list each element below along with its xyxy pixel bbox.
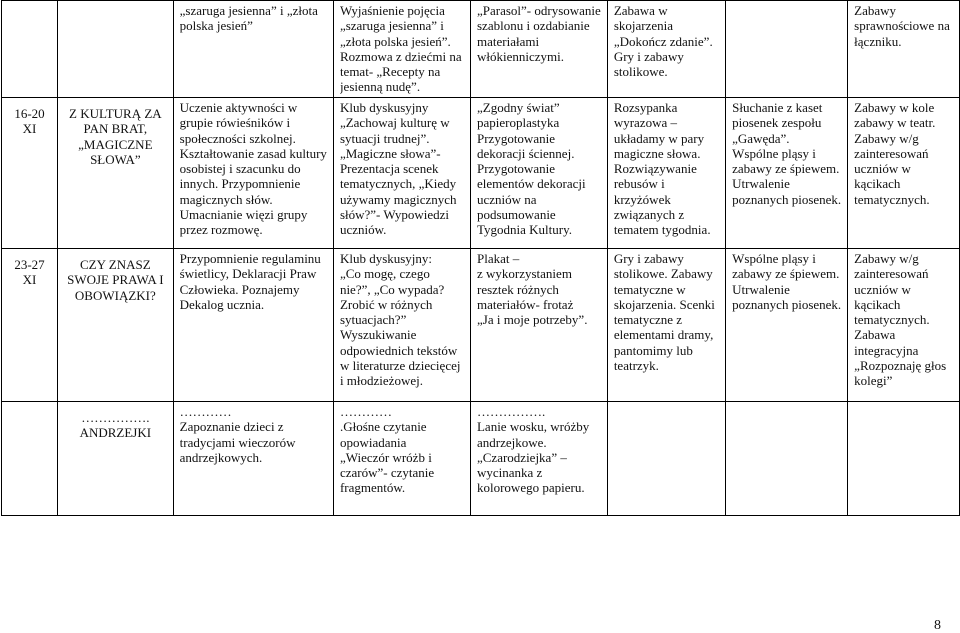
cell-line: 16-20 xyxy=(14,106,45,121)
cell-line: resztek różnych xyxy=(476,281,559,297)
cell-line: sytuacji trudnej”. xyxy=(339,130,430,146)
cell-line: „Parasol”- odrysowanie xyxy=(476,3,601,18)
goals-cell xyxy=(173,1,333,98)
cell-line: czarów”- czytanie xyxy=(339,465,435,481)
games-cell xyxy=(607,402,725,516)
cell-line: poznanych piosenek. xyxy=(732,191,842,207)
cell-line: Rozsypanka xyxy=(613,100,678,115)
cell-line: wycinanka z xyxy=(476,465,543,481)
cell-line: elementów dekoracji xyxy=(476,176,586,192)
cell-line: skojarzenia. Scenki xyxy=(613,296,715,312)
cell-line: stolikowe. Zabawy xyxy=(613,266,713,282)
cell-line: „Zachowaj kulturę w xyxy=(339,115,450,131)
cell-line: Wyszukiwanie xyxy=(339,327,417,343)
cell-line: „szaruga jesienna” i xyxy=(339,18,444,34)
cell-line: „Rozpoznaję głos xyxy=(854,358,947,374)
cell-line: sprawnościowe na xyxy=(854,18,950,34)
recreation-cell xyxy=(848,1,960,98)
cell-line: w literaturze dziecięcej xyxy=(339,358,461,374)
cell-line: SŁOWA” xyxy=(90,151,141,167)
cell-line: uczniów w xyxy=(854,281,911,297)
cell-line: tematycznych, „Kiedy xyxy=(339,176,457,192)
cell-line: Rozmowa z dziećmi na xyxy=(339,48,462,64)
cell-line: piosenek zespołu xyxy=(732,115,822,131)
cell-line: fragmentów. xyxy=(339,480,406,496)
cell-line: z wykorzystaniem xyxy=(476,266,572,282)
recreation-cell xyxy=(848,402,960,516)
cell-line: materiałów- frotaż xyxy=(476,296,574,312)
date-cell xyxy=(2,249,58,402)
cell-line: Uczenie aktywności w xyxy=(179,100,298,115)
cell-line: magicznych słów. xyxy=(179,191,273,207)
cell-line: Utrwalenie xyxy=(732,281,790,297)
cell-line: „Dokończ zdanie”. xyxy=(613,33,713,49)
date-cell xyxy=(2,1,58,98)
cell-line: uczniów na xyxy=(476,191,537,207)
week-topic-cell xyxy=(58,249,174,402)
cell-line: CZY ZNASZ xyxy=(80,257,151,272)
cell-line: rebusów i xyxy=(613,176,665,192)
cell-line: magiczne słowa. xyxy=(613,145,701,161)
music-cell xyxy=(726,402,848,516)
week-topic-cell xyxy=(58,1,174,98)
table-row xyxy=(2,1,960,98)
cell-line: integracyjna xyxy=(854,342,919,358)
week-topic-cell xyxy=(58,402,174,516)
cell-line: „Zgodny świat” xyxy=(476,100,560,115)
cell-line: ………… xyxy=(339,404,392,419)
table-body xyxy=(2,1,960,516)
date-cell xyxy=(2,98,58,249)
cell-line: papieroplastyka xyxy=(476,115,560,131)
cell-line: kącikach xyxy=(854,176,901,192)
cell-line: innych. Przypomnienie xyxy=(179,176,301,192)
cell-line: Słuchanie z kaset xyxy=(732,100,823,115)
cell-line: Dekalog ucznia. xyxy=(179,296,265,312)
cell-line: Zabawa w xyxy=(613,3,668,18)
cell-line: andrzejkowych. xyxy=(179,449,263,465)
cell-line: temat- „Recepty na xyxy=(339,64,441,80)
cell-line: Zrobić w różnych xyxy=(339,296,433,312)
cell-line: „Ja i moje potrzeby”. xyxy=(476,312,588,328)
cell-line: Zabawa xyxy=(854,327,896,343)
goals-cell xyxy=(173,402,333,516)
page-number: 8 xyxy=(934,618,941,633)
cell-line: OBOWIĄZKI? xyxy=(74,287,156,303)
cell-line: tradycjami wieczorów xyxy=(179,434,296,450)
cell-line: osobistej i szacunku do xyxy=(179,161,301,177)
cell-line: Zapoznanie dzieci z xyxy=(179,419,284,435)
cell-line: pantomimy lub xyxy=(613,342,693,358)
cell-line: polska jesień” xyxy=(179,18,253,34)
cell-line: Zabawy w/g xyxy=(854,251,919,266)
date-cell xyxy=(2,402,58,516)
music-cell xyxy=(726,249,848,402)
art-cell xyxy=(470,1,607,98)
cell-line: Przygotowanie xyxy=(476,161,555,177)
cell-line: uczniów w xyxy=(854,161,911,177)
discussion-cell xyxy=(333,1,470,98)
cell-line: SWOJE PRAWA I xyxy=(67,272,164,288)
goals-cell xyxy=(173,249,333,402)
cell-line: tematem tygodnia. xyxy=(613,222,711,238)
cell-line: wyrazowa – xyxy=(613,115,677,131)
cell-line: dekoracji ściennej. xyxy=(476,145,575,161)
cell-line: zainteresowań xyxy=(854,145,929,161)
cell-line: „Gawęda”. xyxy=(732,130,790,146)
cell-line: „szaruga jesienna” i „złota xyxy=(179,3,318,18)
cell-line: Umacnianie więzi grupy xyxy=(179,207,308,223)
cell-line: słów?”- Wypowiedzi xyxy=(339,207,450,223)
cell-line: zabawy ze śpiewem. xyxy=(732,266,840,282)
cell-line: Wyjaśnienie pojęcia xyxy=(339,3,445,18)
cell-line: 23-27 xyxy=(14,257,45,272)
cell-line: świetlicy, Deklaracji Praw xyxy=(179,266,317,282)
cell-line: Gry i zabawy xyxy=(613,251,684,266)
cell-line: Prezentacja scenek xyxy=(339,161,439,177)
cell-line: teatrzyk. xyxy=(613,358,659,374)
activity-plan-table xyxy=(1,0,960,516)
cell-line: ANDRZEJKI xyxy=(79,425,152,441)
cell-line: sytuacjach?” xyxy=(339,312,407,328)
cell-line: kolorowego papieru. xyxy=(476,480,585,496)
cell-line: ……………. xyxy=(476,404,546,419)
cell-line: Przygotowanie xyxy=(476,130,555,146)
cell-line: odpowiednich tekstów xyxy=(339,342,458,358)
cell-line: Gry i zabawy xyxy=(613,48,684,64)
cell-line: Człowieka. Poznajemy xyxy=(179,281,300,297)
cell-line: PAN BRAT, xyxy=(83,121,148,137)
cell-line: Rozwiązywanie xyxy=(613,161,697,177)
cell-line: Kształtowanie zasad kultury xyxy=(179,145,327,161)
cell-line: tematycznych. xyxy=(854,191,930,207)
cell-line: „Czarodziejka” – xyxy=(476,449,567,465)
cell-line: skojarzenia xyxy=(613,18,674,34)
cell-line: jesienną nudę”. xyxy=(339,79,421,95)
games-cell xyxy=(607,249,725,402)
cell-line: nie?”, „Co wypada? xyxy=(339,281,445,297)
cell-line: używamy magicznych xyxy=(339,191,457,207)
cell-line: Z KULTURĄ ZA xyxy=(69,106,162,121)
discussion-cell xyxy=(333,402,470,516)
cell-line: andrzejkowe. xyxy=(476,434,547,450)
week-topic-cell xyxy=(58,98,174,249)
cell-line: materiałami xyxy=(476,33,540,49)
goals-cell xyxy=(173,98,333,249)
cell-line: Zabawy w kole xyxy=(854,100,935,115)
cell-line: zabawy w teatr. xyxy=(854,115,936,131)
cell-line: Klub dyskusyjny xyxy=(339,100,429,115)
cell-line: Tygodnia Kultury. xyxy=(476,222,572,238)
cell-line: tematyczne z xyxy=(613,312,683,328)
cell-line: Lanie wosku, wróżby xyxy=(476,419,590,435)
cell-line: podsumowanie xyxy=(476,207,556,223)
cell-line: poznanych piosenek. xyxy=(732,296,842,312)
table-row xyxy=(2,402,960,516)
cell-line: włókienniczymi. xyxy=(476,48,564,64)
cell-line: kolegi” xyxy=(854,373,893,389)
cell-line: kącikach xyxy=(854,296,901,312)
cell-line: Utrwalenie xyxy=(732,176,790,192)
cell-line: „złota polska jesień”. xyxy=(339,33,451,49)
cell-line: Wspólne pląsy i xyxy=(732,251,816,266)
cell-line: grupie rówieśników i xyxy=(179,115,291,131)
cell-line: układamy w pary xyxy=(613,130,705,146)
art-cell xyxy=(470,98,607,249)
cell-line: Plakat – xyxy=(476,251,520,266)
table-row xyxy=(2,98,960,249)
cell-line: XI xyxy=(22,272,37,288)
cell-line: XI xyxy=(22,121,37,137)
recreation-cell xyxy=(848,249,960,402)
music-cell xyxy=(726,98,848,249)
cell-line: Przypomnienie regulaminu xyxy=(179,251,321,266)
art-cell xyxy=(470,249,607,402)
recreation-cell xyxy=(848,98,960,249)
games-cell xyxy=(607,1,725,98)
cell-line: Zabawy xyxy=(854,3,897,18)
cell-line: związanych z xyxy=(613,207,685,223)
cell-line: przez rozmowę. xyxy=(179,222,263,238)
cell-line: „Co mogę, czego xyxy=(339,266,430,282)
cell-line: zainteresowań xyxy=(854,266,929,282)
discussion-cell xyxy=(333,98,470,249)
cell-line: ……………. xyxy=(81,410,150,425)
cell-line: .Głośne czytanie xyxy=(339,419,427,435)
games-cell xyxy=(607,98,725,249)
cell-line: łączniku. xyxy=(854,33,902,49)
cell-line: Klub dyskusyjny: xyxy=(339,251,433,266)
cell-line: zabawy ze śpiewem. xyxy=(732,161,840,177)
cell-line: krzyżówek xyxy=(613,191,671,207)
cell-line: „MAGICZNE xyxy=(78,136,153,152)
cell-line: Wspólne pląsy i xyxy=(732,145,816,161)
discussion-cell xyxy=(333,249,470,402)
cell-line: „Magiczne słowa”- xyxy=(339,145,441,161)
cell-line: „Wieczór wróżb i xyxy=(339,449,432,465)
cell-line: tematyczne w xyxy=(613,281,686,297)
cell-line: ………… xyxy=(179,404,232,419)
cell-line: Zabawy w/g xyxy=(854,130,919,146)
art-cell xyxy=(470,402,607,516)
cell-line: społeczności szkolnej. xyxy=(179,130,296,146)
cell-line: szablonu i ozdabianie xyxy=(476,18,590,34)
music-cell xyxy=(726,1,848,98)
cell-line: stolikowe. xyxy=(613,64,668,80)
cell-line: uczniów. xyxy=(339,222,387,238)
cell-line: elementami dramy, xyxy=(613,327,714,343)
cell-line: i młodzieżowej. xyxy=(339,373,423,389)
table-row xyxy=(2,249,960,402)
cell-line: tematycznych. xyxy=(854,312,930,328)
cell-line: opowiadania xyxy=(339,434,407,450)
